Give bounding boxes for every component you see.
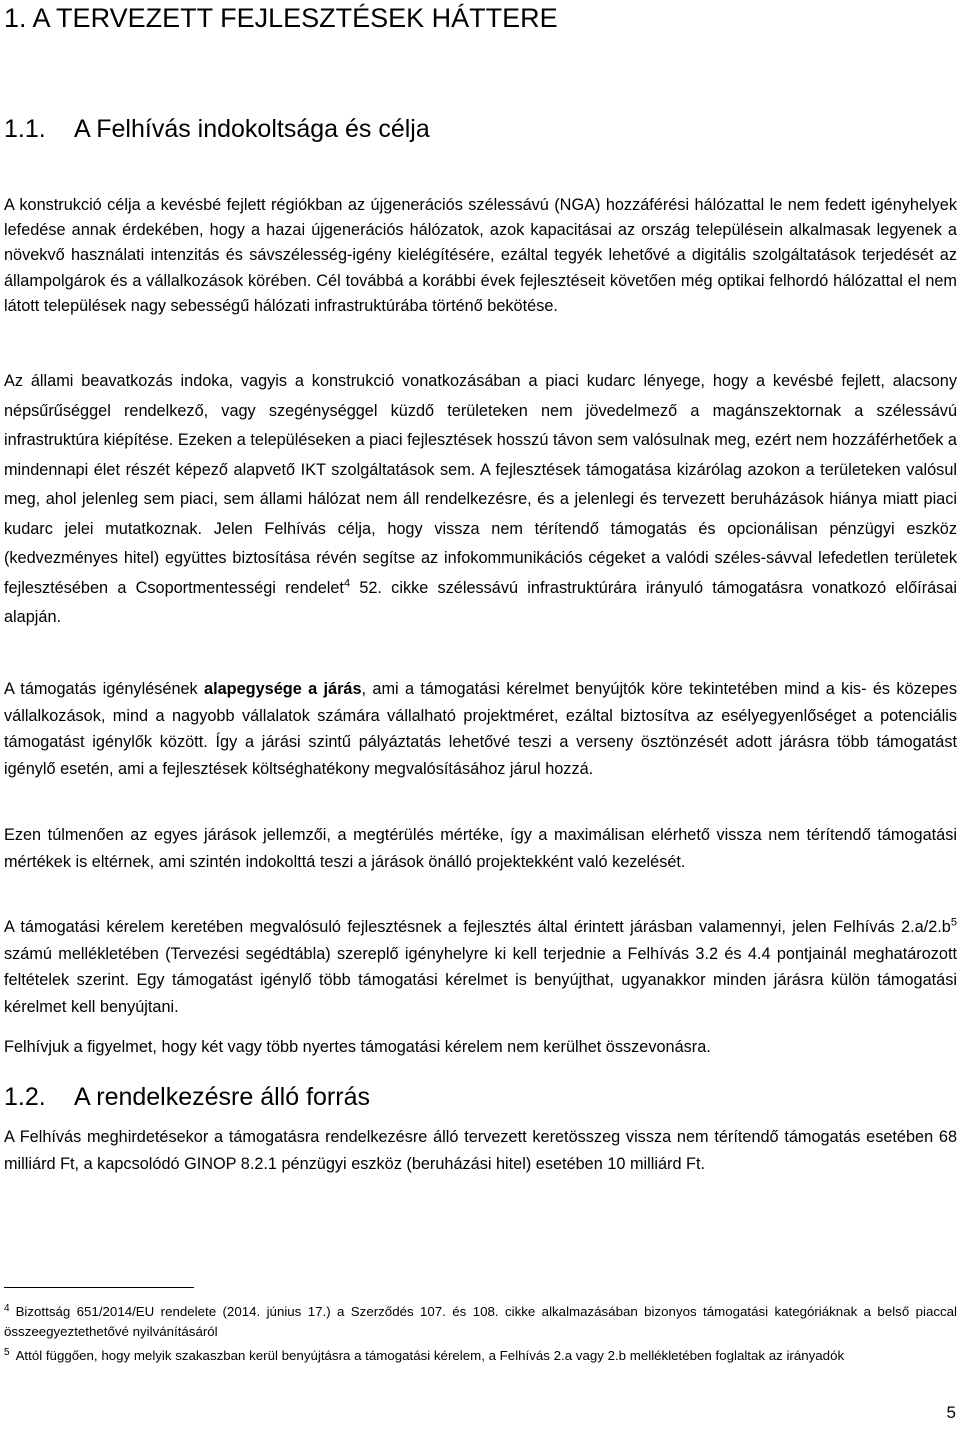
footnote-reference: 5 [950,916,957,929]
paragraph-application-unit [4,676,957,782]
footnote-text: Bizottság 651/2014/EU rendelete (2014. június 17.) a Szerződés 107. és 108. cikke alkalmazásában bizonyos támogatási kategóriáknak a belső piaccal összeegyeztethetővé nyilvánításáról [4,1304,957,1339]
section-title: A Felhívás indokoltsága és célja [74,115,430,143]
footnote-reference: 4 [343,577,351,590]
footnote-mark: 4 [4,1302,10,1314]
footnote-divider [4,1287,194,1288]
footnote-5 [4,1346,957,1366]
paragraph-application-scope [4,914,957,1020]
section-heading-1-2 [4,1082,370,1112]
paragraph-text: A támogatás igénylésének [4,680,205,698]
section-title: A rendelkezésre álló forrás [74,1083,370,1111]
footnote-mark: 5 [4,1346,10,1358]
paragraph-state-intervention [4,367,957,633]
paragraph-available-funds: A Felhívás meghirdetésekor a támogatásra rendelkezésre álló tervezett keretösszeg vissza nem térítendő támogatás esetében 68 milliárd Ft, a kapcsolódó GINOP 8.2.1 pénzügyi eszköz (beruházási hitel) esetében 10 milliárd Ft. [4,1128,957,1173]
section-number: 1.2. [4,1083,46,1111]
paragraph-text: számú mellékletében (Tervezési segédtábla) szereplő igényhelyre ki kell terjednie a Felhívás 3.2 és 4.4 pontjainál meghatározott feltételek szerint. Egy támogatást igénylő több támogatási kérelmet is benyújthat, ugyanakkor minden járásra külön támogatási kérelmet kell benyújtani. [4,944,957,1016]
paragraph-notice: Felhívjuk a figyelmet, hogy két vagy több nyertes támogatási kérelem nem kerülhet összevonásra. [4,1038,711,1056]
page-number: 5 [946,1403,956,1422]
paragraph-text: 52. cikke szélessávú infrastruktúrára irányuló támogatásra vonatkozó előírásai alapján. [4,578,957,626]
emphasis-text: alapegysége a járás [204,680,362,698]
paragraph-text: , ami a támogatási kérelmet benyújtók köre tekintetében mind a kis- és közepes vállalkozások, mind a nagyobb vállalatok számára vállalható projektméret, ezáltal biztosítva az esélyegyenlőséget a potenciális támogatást igénylők között. Így a járási szintű pályáztatás lehetővé teszi a verseny ösztönzését adott járásra több támogatást igénylő esetén, ami a fejlesztések költséghatékony megvalósításához járul hozzá. [4,680,957,778]
section-heading-1-1 [4,114,430,144]
paragraph-text: Az állami beavatkozás indoka, vagyis a konstrukció vonatkozásában a piaci kudarc lényege, hogy a kevésbé fejlett, alacsony népsűrűséggel rendelkező, vagy szegénységgel küzdő területeken nem jövedelmező a magánszektornak a szélessávú infrastruktúra kiépítése. Ezeken a településeken a piaci fejlesztések hosszú távon sem valósulnak meg, ezért nem hozzáférhetőek a mindennapi élet részét képező alapvető IKT szolgáltatások sem. A fejlesztések támogatása kizárólag azokon a területeken valósul meg, ahol jelenleg sem piaci, sem állami hálózat nem áll rendelkezésre, és a jelenlegi és tervezett beruházások hiánya miatt piaci kudarc jelei mutatkoznak. Jelen Felhívás célja, hogy vissza nem térítendő támogatás és opcionálisan pénzügyi eszköz (kedvezményes hitel) együttes biztosítása révén segítse az infokommunikációs cégeket a valódi széles-sávval lefedetlen területek fejlesztésében a Csoportmentességi rendelet [4,372,957,597]
paragraph-district-characteristics: Ezen túlmenően az egyes járások jellemzői, a megtérülés mértéke, így a maximálisan elérhető vissza nem térítendő támogatási mértékek is eltérnek, ami szintén indokolttá teszi a járások önálló projektekként való kezelését. [4,826,957,871]
section-number: 1.1. [4,115,46,143]
footnote-text: Attól függően, hogy melyik szakaszban kerül benyújtásra a támogatási kérelem, a Felhívás 2.a vagy 2.b mellékletében foglaltak az irányadók [15,1348,845,1363]
paragraph-construction-goal: A konstrukció célja a kevésbé fejlett régiókban az újgenerációs szélessávú (NGA) hozzáférési hálózattal le nem fedett igényhelyek lefedése annak érdekében, hogy a hazai újgenerációs hálózatok, azok kapacitásai az ország településein alkalmasak legyenek a növekvő használati intenzitás és sávszélesség-igény kielégítésére, ezáltal tegyék lehetővé a digitális szolgáltatások terjedését az állampolgárok és a vállalkozások körében. Cél továbbá a korábbi évek fejlesztéseit követően még optikai felhordó hálózattal el nem látott települések nagy sebességű hálózati infrastruktúrába történő bekötése. [4,196,957,315]
footnote-4 [4,1302,957,1342]
chapter-heading: 1. A TERVEZETT FEJLESZTÉSEK HÁTTERE [4,3,558,33]
paragraph-text: A támogatási kérelem keretében megvalósuló fejlesztésnek a fejlesztés által érintett járásban valamennyi, jelen Felhívás 2.a/2.b [4,918,951,936]
